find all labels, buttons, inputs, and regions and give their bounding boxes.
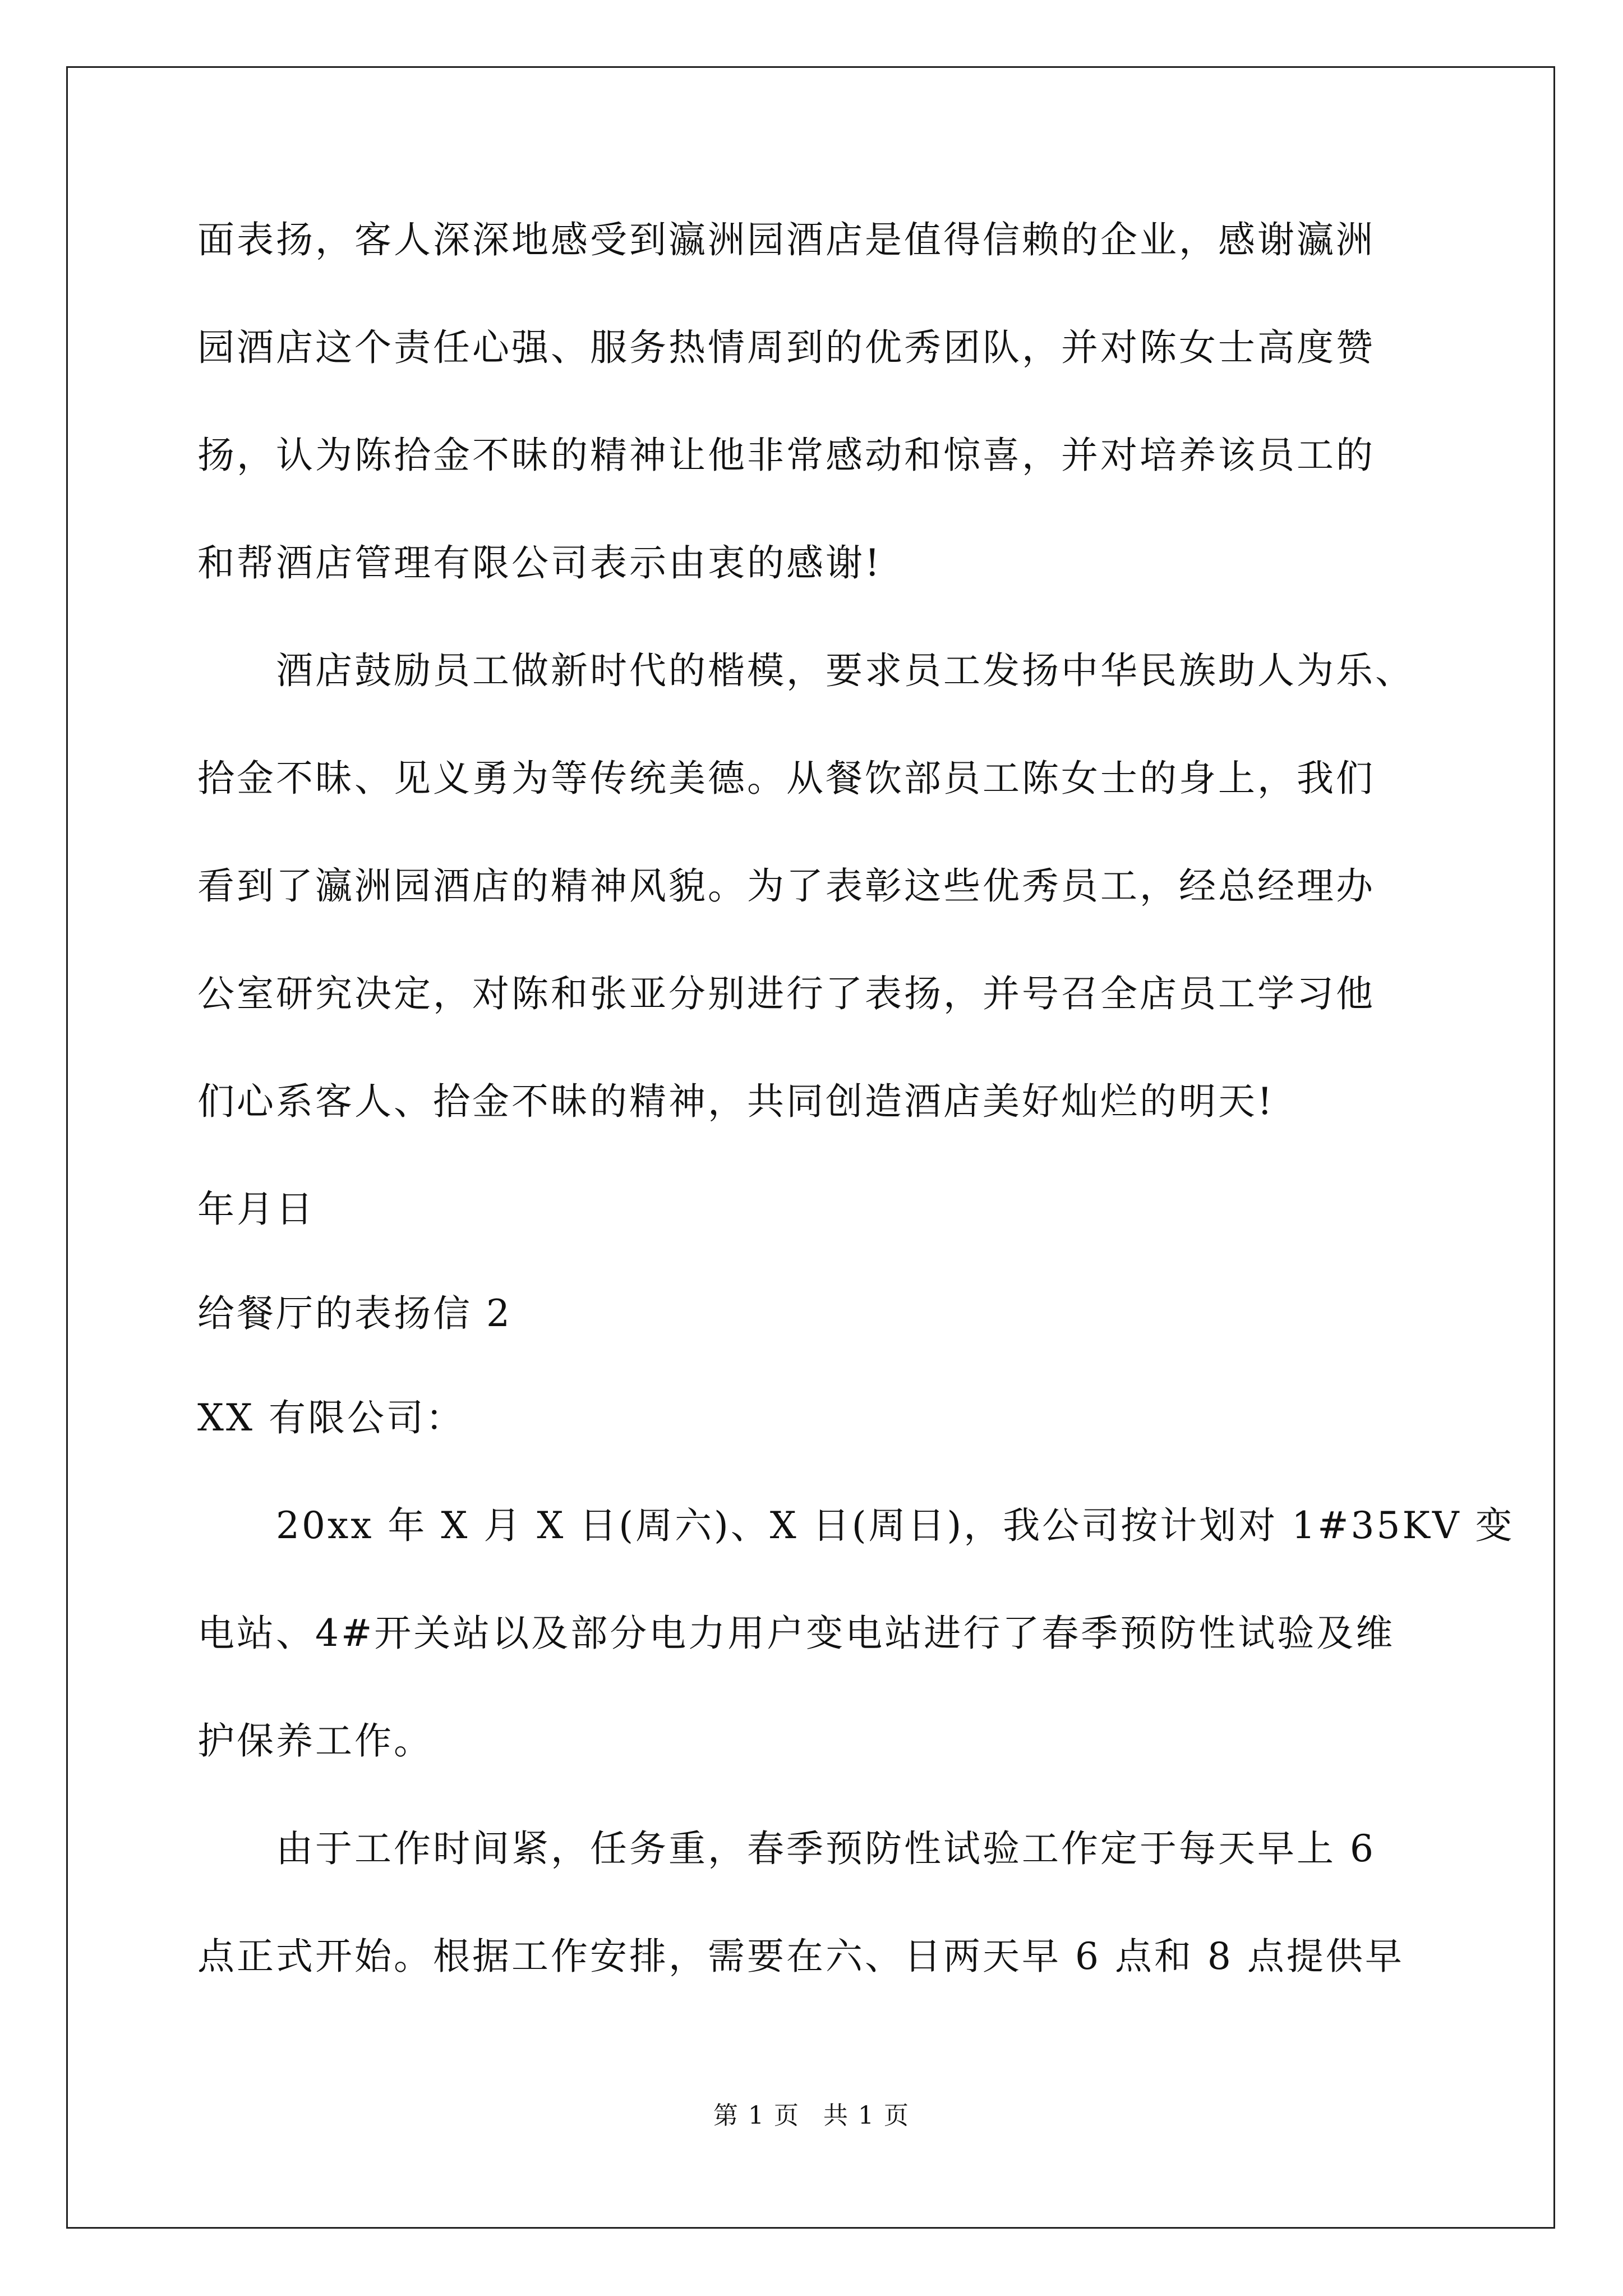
- paragraph-start-line: 由于工作时间紧，任务重，春季预防性试验工作定于每天早上 6: [197, 1827, 1376, 1870]
- page-total: 共 1 页: [823, 2101, 910, 2130]
- document-body: [197, 213, 1515, 2037]
- date-line: 年月日: [197, 1188, 315, 1231]
- paragraph-start-line: 20xx 年 X 月 X 日(周六)、X 日(周日)，我公司按计划对 1#35KV 变: [197, 1504, 1515, 1547]
- text-line: 园酒店这个责任心强、服务热情周到的优秀团队，并对陈女士高度赞: [197, 326, 1375, 369]
- text-line: 面表扬，客人深深地感受到瀛洲园酒店是值得信赖的企业，感谢瀛洲: [197, 218, 1375, 261]
- letter-title: 给餐厅的表扬信 2: [197, 1292, 512, 1335]
- paragraph-start-line: 酒店鼓励员工做新时代的楷模，要求员工发扬中华民族助人为乐、: [197, 649, 1414, 692]
- text-line: 扬，认为陈拾金不昧的精神让他非常感动和惊喜，并对培养该员工的: [197, 434, 1375, 477]
- text-line: 们心系客人、拾金不昧的精神，共同创造酒店美好灿烂的明天!: [197, 1080, 1275, 1123]
- salutation: XX 有限公司：: [197, 1396, 465, 1439]
- text-line: 点正式开始。根据工作安排，需要在六、日两天早 6 点和 8 点提供早: [197, 1935, 1404, 1978]
- page-footer: [0, 2095, 1623, 2131]
- text-line: 看到了瀛洲园酒店的精神风貌。为了表彰这些优秀员工，经总经理办: [197, 864, 1375, 908]
- text-line: 电站、4#开关站以及部分电力用户变电站进行了春季预防性试验及维: [197, 1612, 1395, 1655]
- page-number: 第 1 页: [713, 2101, 800, 2130]
- text-line: 拾金不昧、见义勇为等传统美德。从餐饮部员工陈女士的身上，我们: [197, 757, 1375, 800]
- text-line: 公室研究决定，对陈和张亚分别进行了表扬，并号召全店员工学习他: [197, 972, 1375, 1015]
- text-line: 和帮酒店管理有限公司表示由衷的感谢!: [197, 541, 882, 585]
- text-line: 护保养工作。: [197, 1719, 433, 1763]
